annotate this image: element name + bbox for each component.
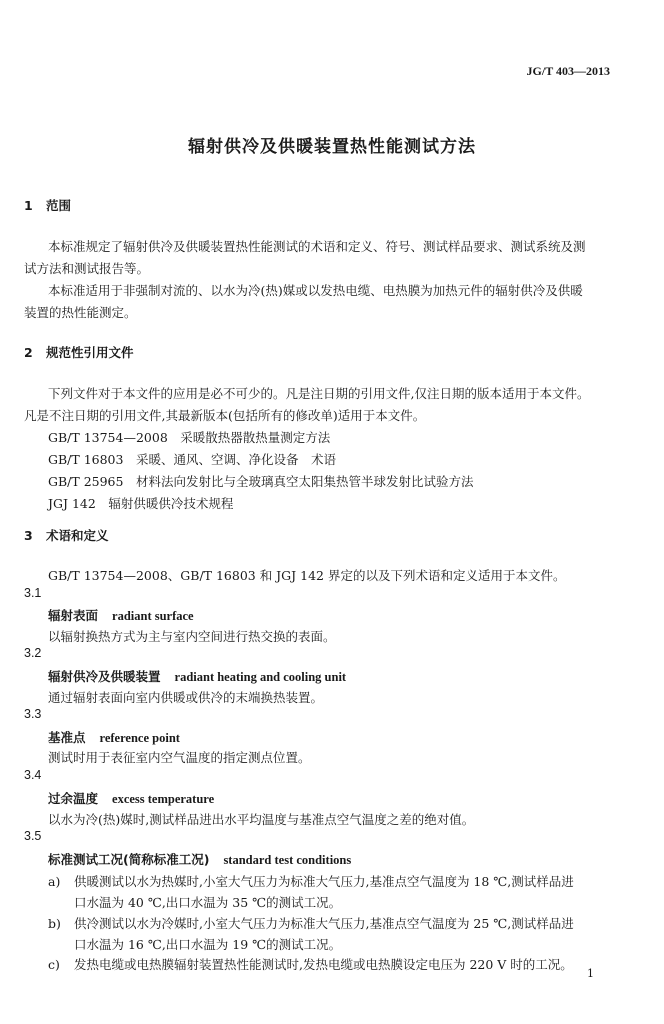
section-2-heading bbox=[24, 343, 134, 361]
s2-paragraph-line-2: 凡是不注日期的引用文件,其最新版本(包括所有的修改单)适用于本文件。 bbox=[24, 408, 426, 423]
term-zh: 辐射表面 bbox=[48, 608, 99, 623]
term-en: standard test conditions bbox=[223, 853, 352, 867]
s1-paragraph-2-line-2: 装置的热性能测定。 bbox=[24, 305, 137, 320]
section-2-number: 2 bbox=[24, 345, 33, 360]
term-definition: 通过辐射表面向室内供暖或供冷的末端换热装置。 bbox=[48, 690, 324, 705]
section-2-title: 规范性引用文件 bbox=[46, 345, 134, 360]
list-text: 供暖测试以水为热媒时,小室大气压力为标准大气压力,基准点空气温度为 18 ℃,测试样品进 bbox=[74, 874, 574, 889]
list-label: b) bbox=[48, 916, 61, 931]
term-title bbox=[48, 789, 214, 807]
term-en: reference point bbox=[99, 731, 180, 745]
section-1-number: 1 bbox=[24, 198, 33, 213]
list-item bbox=[48, 955, 573, 973]
page-number: 1 bbox=[587, 967, 594, 980]
term-title bbox=[48, 850, 351, 868]
term-title bbox=[48, 606, 194, 624]
section-1-title: 范围 bbox=[46, 198, 72, 213]
term-number: 3.2 bbox=[24, 646, 42, 660]
reference-item: GB/T 16803 采暖、通风、空调、净化设备 术语 bbox=[48, 452, 336, 467]
term-zh: 过余温度 bbox=[48, 791, 99, 806]
section-1-heading bbox=[24, 196, 71, 214]
term-number: 3.1 bbox=[24, 586, 42, 600]
term-title bbox=[48, 667, 346, 685]
section-3-title: 术语和定义 bbox=[46, 528, 109, 543]
list-item bbox=[48, 914, 574, 932]
term-zh: 标准测试工况(简称标准工况) bbox=[48, 852, 210, 867]
section-3-heading bbox=[24, 526, 109, 544]
list-text: 供冷测试以水为冷媒时,小室大气压力为标准大气压力,基准点空气温度为 25 ℃,测试样品进 bbox=[74, 916, 574, 931]
list-item-continuation: 口水温为 16 ℃,出口水温为 19 ℃的测试工况。 bbox=[74, 937, 342, 952]
term-zh: 基准点 bbox=[48, 730, 86, 745]
reference-item: GB/T 25965 材料法向发射比与全玻璃真空太阳集热管半球发射比试验方法 bbox=[48, 474, 474, 489]
document-title: 辐射供冷及供暖装置热性能测试方法 bbox=[188, 137, 476, 157]
reference-item: GB/T 13754—2008 采暖散热器散热量测定方法 bbox=[48, 430, 331, 445]
term-en: radiant surface bbox=[112, 609, 194, 623]
reference-item: JGJ 142 辐射供暖供冷技术规程 bbox=[48, 496, 234, 511]
s2-paragraph-line-1: 下列文件对于本文件的应用是必不可少的。凡是注日期的引用文件,仅注日期的版本适用于本文件。 bbox=[48, 386, 590, 401]
list-label: c) bbox=[48, 957, 60, 972]
term-title bbox=[48, 728, 180, 746]
list-label: a) bbox=[48, 874, 61, 889]
s1-paragraph-2-line-1: 本标准适用于非强制对流的、以水为冷(热)媒或以发热电缆、电热膜为加热元件的辐射供冷及供暖 bbox=[48, 283, 583, 298]
term-number: 3.4 bbox=[24, 768, 42, 782]
list-item bbox=[48, 872, 574, 890]
term-en: excess temperature bbox=[112, 792, 215, 806]
s1-paragraph-1-line-1: 本标准规定了辐射供冷及供暖装置热性能测试的术语和定义、符号、测试样品要求、测试系统及测 bbox=[48, 239, 586, 254]
term-definition: 以辐射换热方式为主与室内空间进行热交换的表面。 bbox=[48, 629, 336, 644]
list-text: 发热电缆或电热膜辐射装置热性能测试时,发热电缆或电热膜设定电压为 220 V 时的工况。 bbox=[74, 957, 573, 972]
term-number: 3.5 bbox=[24, 829, 42, 843]
list-item-continuation: 口水温为 40 ℃,出口水温为 35 ℃的测试工况。 bbox=[74, 895, 342, 910]
term-definition: 以水为冷(热)媒时,测试样品进出水平均温度与基准点空气温度之差的绝对值。 bbox=[48, 812, 475, 827]
section-3-number: 3 bbox=[24, 528, 33, 543]
standard-number: JG/T 403—2013 bbox=[526, 64, 610, 78]
term-number: 3.3 bbox=[24, 707, 42, 721]
s3-intro: GB/T 13754—2008、GB/T 16803 和 JGJ 142 界定的以及下列术语和定义适用于本文件。 bbox=[48, 568, 566, 583]
term-zh: 辐射供冷及供暖装置 bbox=[48, 669, 161, 684]
term-definition: 测试时用于表征室内空气温度的指定测点位置。 bbox=[48, 750, 311, 765]
s1-paragraph-1-line-2: 试方法和测试报告等。 bbox=[24, 261, 150, 276]
term-en: radiant heating and cooling unit bbox=[174, 670, 347, 684]
